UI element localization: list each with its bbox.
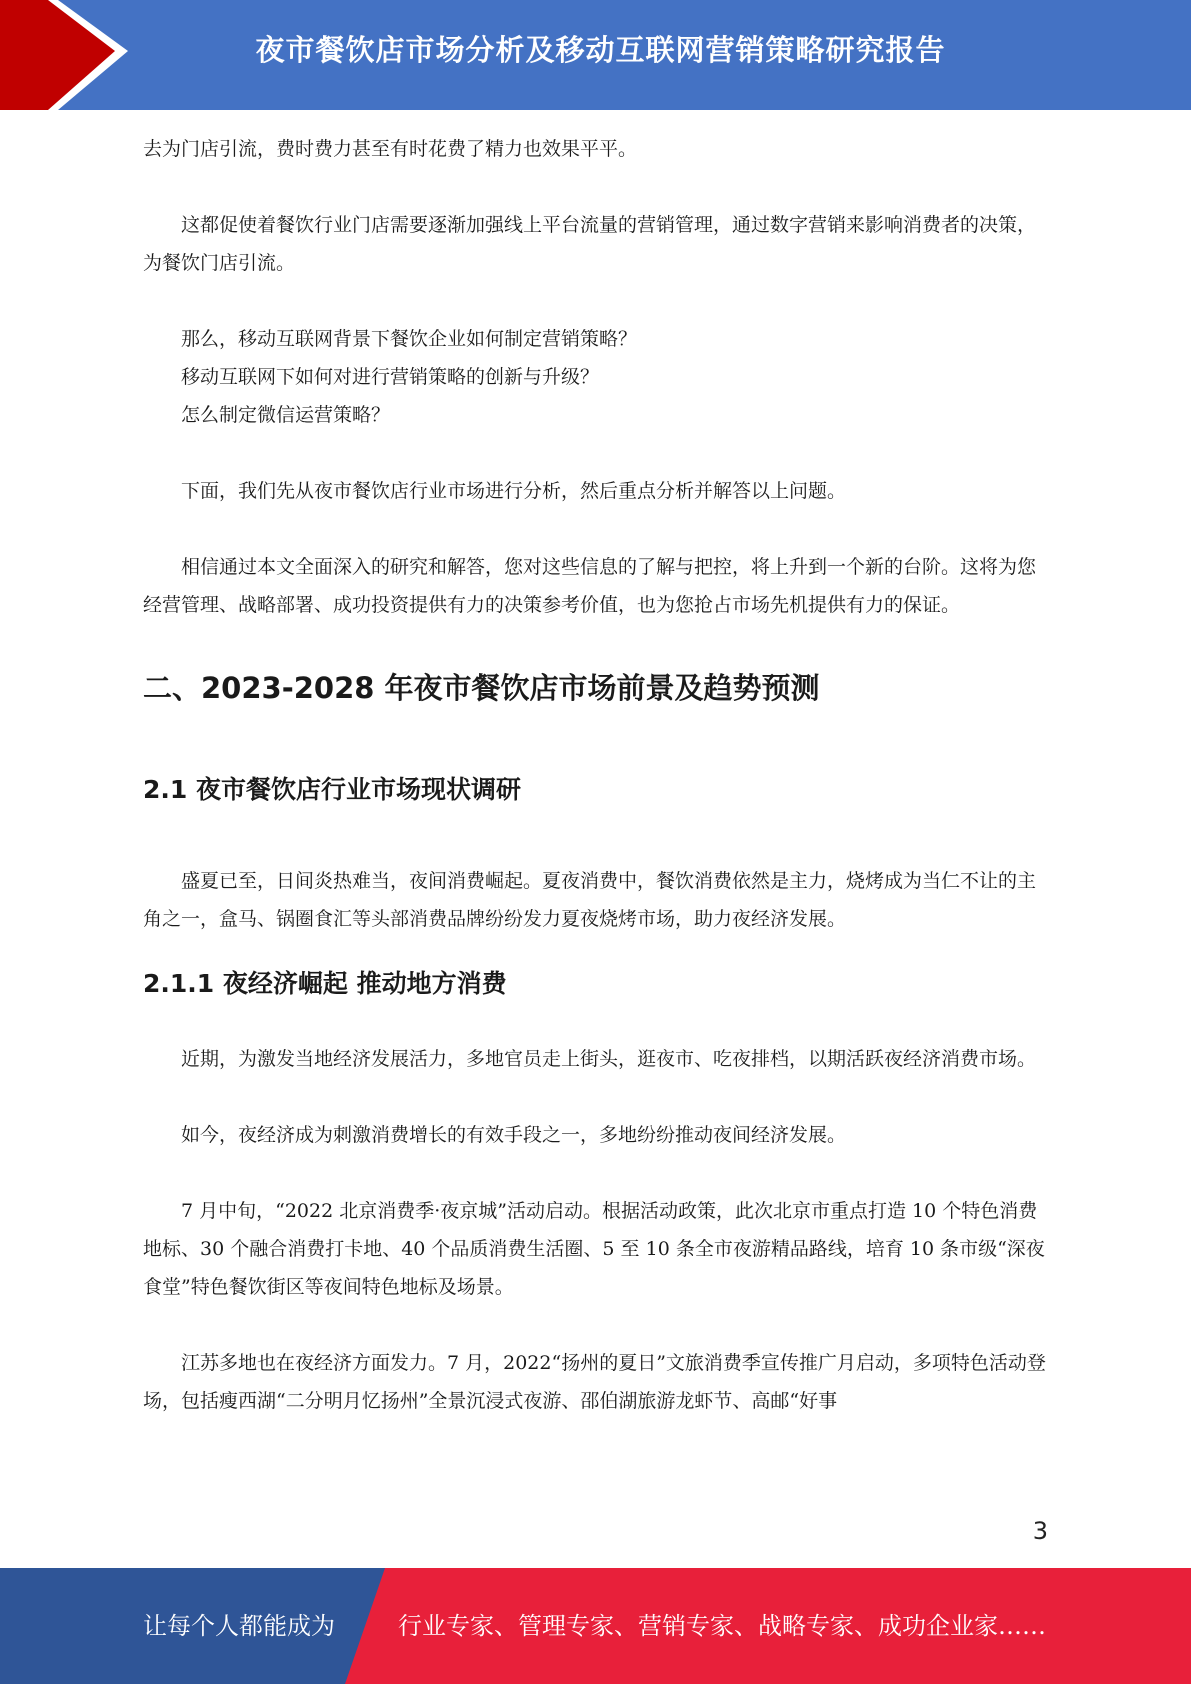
report-title: 夜市餐饮店市场分析及移动互联网营销策略研究报告 <box>255 33 946 67</box>
paragraph: 江苏多地也在夜经济方面发力。7 月，2022“扬州的夏日”文旅消费季宣传推广月启动，多项特色活动登场，包括瘦西湖“二分明月忆扬州”全景沉浸式夜游、邵伯湖旅游龙虾节、高邮“好事 <box>143 1352 1046 1412</box>
paragraph: 如今，夜经济成为刺激消费增长的有效手段之一，多地纷纷推动夜间经济发展。 <box>181 1124 847 1146</box>
subsection-heading: 2.1 夜市餐饮店行业市场现状调研 <box>143 775 521 804</box>
page-number: 3 <box>1032 1517 1048 1545</box>
subsubsection-heading: 2.1.1 夜经济崛起 推动地方消费 <box>143 969 507 998</box>
page-footer <box>0 1568 1191 1684</box>
page-header <box>0 0 1191 110</box>
paragraph: 相信通过本文全面深入的研究和解答，您对这些信息的了解与把控，将上升到一个新的台阶。这将为您经营管理、战略部署、成功投资提供有力的决策参考价值，也为您抢占市场先机提供有力的保证。 <box>143 556 1037 616</box>
section-heading: 二、2023-2028 年夜市餐饮店市场前景及趋势预测 <box>143 671 820 705</box>
paragraph: 近期，为激发当地经济发展活力，多地官员走上街头，逛夜市、吃夜排档，以期活跃夜经济消费市场。 <box>181 1048 1037 1070</box>
footer-slogan-right: 行业专家、管理专家、营销专家、战略专家、成功企业家…… <box>398 1612 1046 1640</box>
paragraph: 7 月中旬，“2022 北京消费季·夜京城”活动启动。根据活动政策，此次北京市重点打造 10 个特色消费地标、30 个融合消费打卡地、40 个品质消费生活圈、5 至 10 条全市夜游精品路线，培育 10 条市级“深夜食堂”特色餐饮街区等夜间特色地标及场景。 <box>143 1200 1045 1298</box>
paragraph: 盛夏已至，日间炎热难当，夜间消费崛起。夏夜消费中，餐饮消费依然是主力，烧烤成为当仁不让的主角之一，盒马、锅圈食汇等头部消费品牌纷纷发力夏夜烧烤市场，助力夜经济发展。 <box>143 870 1037 930</box>
paragraph: 去为门店引流，费时费力甚至有时花费了精力也效果平平。 <box>143 138 638 160</box>
question-line: 那么，移动互联网背景下餐饮企业如何制定营销策略？ <box>181 328 638 350</box>
footer-slogan-left: 让每个人都能成为 <box>143 1612 335 1640</box>
page-content <box>143 130 1048 1420</box>
question-line: 怎么制定微信运营策略？ <box>181 404 391 426</box>
paragraph: 这都促使着餐饮行业门店需要逐渐加强线上平台流量的营销管理，通过数字营销来影响消费者的决策，为餐饮门店引流。 <box>143 214 1037 274</box>
question-line: 移动互联网下如何对进行营销策略的创新与升级？ <box>181 366 600 388</box>
paragraph: 下面，我们先从夜市餐饮店行业市场进行分析，然后重点分析并解答以上问题。 <box>181 480 847 502</box>
